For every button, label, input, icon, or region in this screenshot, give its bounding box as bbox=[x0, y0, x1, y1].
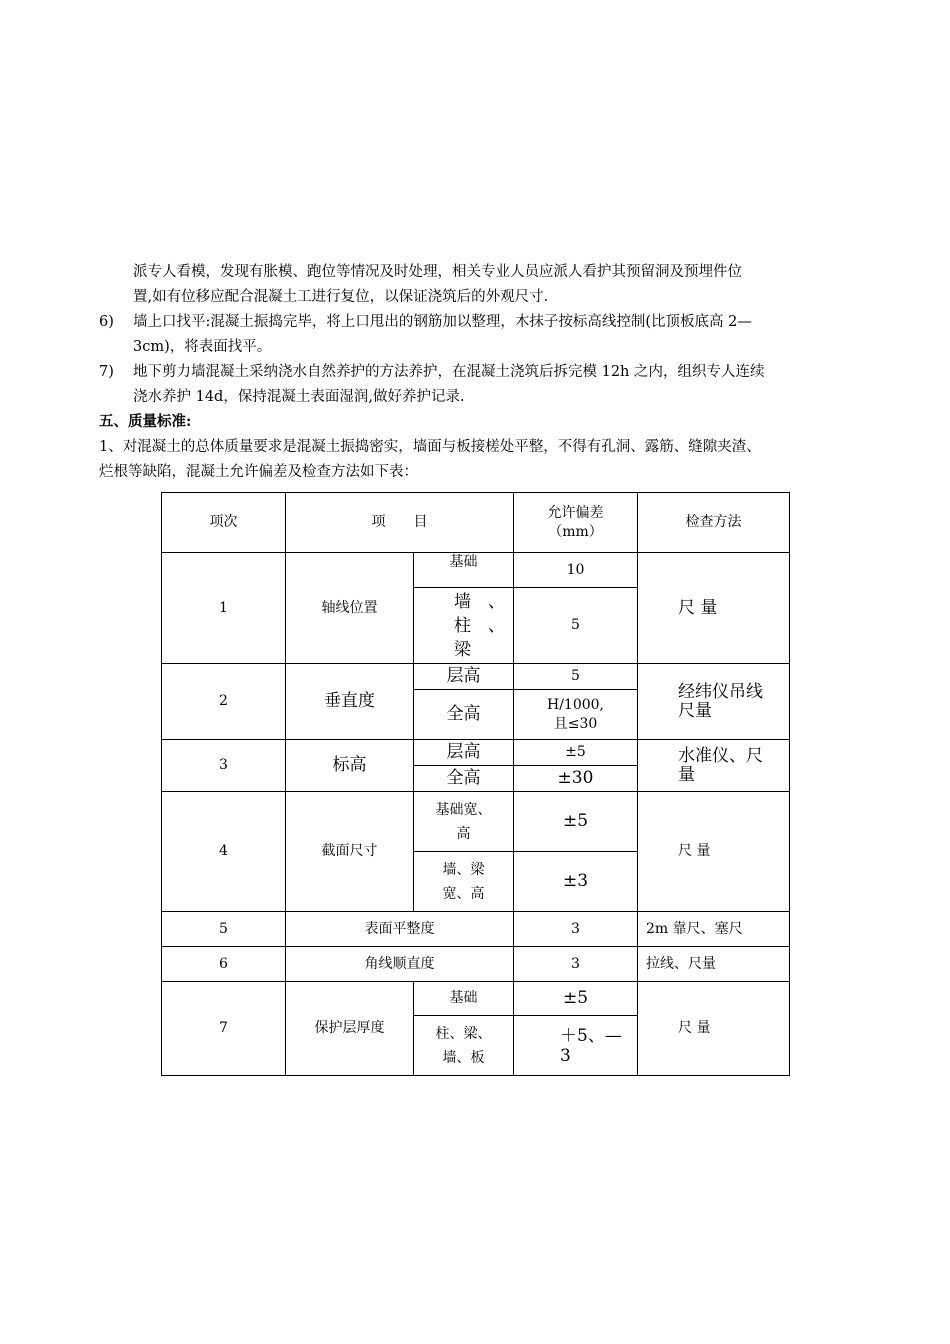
paragraph-line: 1、对混凝土的总体质量要求是混凝土振捣密实，墙面与板接槎处平整，不得有孔洞、露筋、缝隙夹渣、 bbox=[99, 439, 761, 455]
header-item: 项 目 bbox=[286, 493, 514, 553]
row-item: 轴线位置 bbox=[286, 553, 414, 664]
tolerance-value: 5 bbox=[514, 588, 638, 664]
paragraph-line: 浇水养护 14d，保持混凝土表面湿润,做好养护记录. bbox=[133, 389, 465, 405]
tolerance-value: 10 bbox=[514, 553, 638, 588]
table-row bbox=[162, 912, 790, 947]
check-method: 尺 量 bbox=[638, 982, 790, 1076]
paragraph-line: 置,如有位移应配合混凝土工进行复位，以保证浇筑后的外观尺寸. bbox=[133, 289, 549, 305]
sub-item: 层高 bbox=[414, 740, 514, 766]
section-title: 五、质量标准: bbox=[99, 413, 192, 430]
tolerance-value: 5 bbox=[514, 664, 638, 690]
row-item: 截面尺寸 bbox=[286, 792, 414, 912]
check-method bbox=[638, 664, 790, 740]
table-row bbox=[162, 553, 790, 588]
table-row bbox=[162, 982, 790, 1016]
tolerance-line: ＋5、— bbox=[560, 1025, 622, 1046]
tolerance-table bbox=[161, 492, 790, 1076]
table-row bbox=[162, 947, 790, 982]
tolerance-value: ±5 bbox=[514, 792, 638, 852]
sub-item-line: 墙 、 bbox=[454, 591, 505, 612]
paragraph-line: 地下剪力墙混凝土采纳浇水自然养护的方法养护，在混凝土浇筑后拆完模 12h 之内，组织专人连续 bbox=[133, 364, 765, 380]
sub-item: 层高 bbox=[414, 664, 514, 690]
sub-item-line: 柱 、 bbox=[454, 615, 505, 636]
sub-item-line: 墙、梁 bbox=[442, 861, 485, 878]
table-row bbox=[162, 740, 790, 766]
row-no: 6 bbox=[162, 947, 286, 982]
row-no: 2 bbox=[162, 664, 286, 740]
paragraph-line: 烂根等缺陷，混凝土允许偏差及检查方法如下表： bbox=[99, 464, 418, 480]
row-no: 5 bbox=[162, 912, 286, 947]
sub-item bbox=[414, 1016, 514, 1076]
header-method: 检查方法 bbox=[638, 493, 790, 553]
check-method bbox=[638, 740, 790, 792]
sub-item-line: 基础宽、 bbox=[435, 801, 492, 818]
check-method-line: 经纬仪吊线 bbox=[678, 681, 763, 702]
tolerance-line: H/1000, bbox=[546, 696, 604, 713]
header-no: 项次 bbox=[162, 493, 286, 553]
check-method-line: 水准仪、尺 bbox=[678, 745, 763, 766]
tolerance-value: ±3 bbox=[514, 852, 638, 912]
row-item: 表面平整度 bbox=[286, 912, 514, 947]
table-row bbox=[162, 792, 790, 852]
sub-item: 全高 bbox=[414, 690, 514, 740]
tolerance-line: 且≤30 bbox=[553, 715, 598, 732]
sub-item bbox=[414, 792, 514, 852]
check-method: 2m 靠尺、塞尺 bbox=[638, 912, 790, 947]
row-item: 保护层厚度 bbox=[286, 982, 414, 1076]
sub-item-line: 墙、板 bbox=[442, 1049, 485, 1066]
paragraph-line: 墙上口找平:混凝土振捣完毕，将上口甩出的钢筋加以整理，木抹子按标高线控制(比顶板底高 2— bbox=[133, 314, 752, 330]
check-method-line: 尺量 bbox=[678, 700, 712, 721]
header-tolerance bbox=[514, 493, 638, 553]
tolerance-line: 3 bbox=[560, 1045, 571, 1066]
check-method: 尺 量 bbox=[638, 792, 790, 912]
sub-item: 全高 bbox=[414, 766, 514, 792]
tolerance-value: ±5 bbox=[514, 982, 638, 1016]
sub-item bbox=[414, 852, 514, 912]
tolerance-value: ±5 bbox=[514, 740, 638, 766]
tolerance-value bbox=[514, 690, 638, 740]
check-method: 拉线、尺量 bbox=[638, 947, 790, 982]
sub-item-line: 高 bbox=[456, 825, 471, 842]
sub-item bbox=[414, 588, 514, 664]
sub-item: 基础 bbox=[414, 982, 514, 1016]
item-number: 6) bbox=[99, 314, 114, 330]
row-no: 4 bbox=[162, 792, 286, 912]
header-tolerance-line: 允许偏差 bbox=[547, 504, 604, 521]
row-no: 7 bbox=[162, 982, 286, 1076]
item-number: 7) bbox=[99, 364, 114, 380]
tolerance-value: 3 bbox=[514, 947, 638, 982]
paragraph-line: 派专人看模，发现有胀模、跑位等情况及时处理，相关专业人员应派人看护其预留洞及预埋件位 bbox=[133, 264, 742, 280]
tolerance-value: 3 bbox=[514, 912, 638, 947]
table-header-row bbox=[162, 493, 790, 553]
table-row bbox=[162, 664, 790, 690]
sub-item-line: 宽、高 bbox=[442, 885, 485, 902]
row-item: 标高 bbox=[286, 740, 414, 792]
tolerance-value bbox=[514, 1016, 638, 1076]
sub-item: 基础 bbox=[414, 553, 514, 588]
row-no: 1 bbox=[162, 553, 286, 664]
header-tolerance-unit: （mm） bbox=[548, 523, 603, 540]
sub-item-line: 柱、梁、 bbox=[435, 1025, 492, 1042]
paragraph-line: 3cm)，将表面找平。 bbox=[133, 339, 272, 355]
row-item: 垂直度 bbox=[286, 664, 414, 740]
row-no: 3 bbox=[162, 740, 286, 792]
check-method: 尺 量 bbox=[638, 553, 790, 664]
tolerance-value: ±30 bbox=[514, 766, 638, 792]
row-item: 角线顺直度 bbox=[286, 947, 514, 982]
sub-item-line: 梁 bbox=[454, 639, 471, 660]
check-method-line: 量 bbox=[678, 764, 695, 785]
